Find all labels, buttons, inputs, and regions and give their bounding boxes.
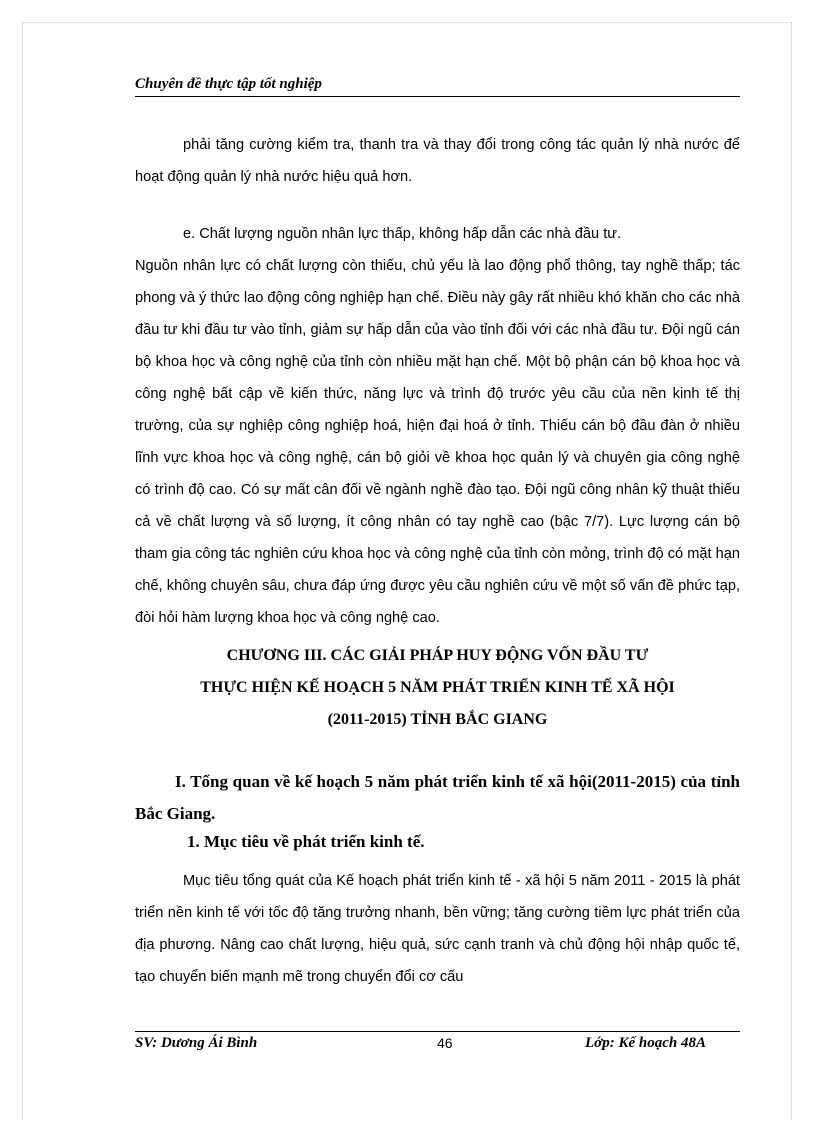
paragraph-section-e (135, 218, 740, 634)
chapter-title-line-1: CHƯƠNG III. CÁC GIẢI PHÁP HUY ĐỘNG VỐN ĐẦU TƯ (226, 647, 649, 664)
page-number: 46 (437, 1035, 453, 1051)
chapter-title-line-3: (2011-2015) TỈNH BẮC GIANG (327, 711, 548, 728)
page-header: Chuyên đề thực tập tốt nghiệp (135, 76, 740, 97)
section-e-title: e. Chất lượng nguồn nhân lực thấp, không hấp dẫn các nhà đầu tư. (183, 226, 622, 242)
section-heading-2: 1. Mục tiêu về phát triển kinh tế. (187, 832, 425, 851)
section-e-body: Nguồn nhân lực có chất lượng còn thiếu, chủ yếu là lao động phổ thông, tay nghề thấp; tác phong và ý thức lao động công nghiệp hạn chế. Điều này gây rất nhiều khó khăn cho các nhà đầu tư khi đầu tư vào tỉnh, giảm sự hấp dẫn của vào tỉnh đối với các nhà đầu tư. Đội ngũ cán bộ khoa học và công nghệ của tỉnh còn nhiều mặt hạn chế. Một bộ phận cán bộ khoa học và công nghệ bất cập về kiến thức, năng lực và trình độ trước yêu cầu của nền kinh tế thị trường, của sự nghiệp công nghiệp hoá, hiện đại hoá ở tỉnh. Thiếu cán bộ đầu đàn ở nhiều lĩnh vực khoa học và công nghệ, cán bộ giỏi về khoa học quản lý và chuyên gia công nghệ có trình độ cao. Có sự mất cân đối về ngành nghề đào tạo. Đội ngũ công nhân kỹ thuật thiếu cả về chất lượng và số lượng, ít công nhân có tay nghề cao (bậc 7/7). Lực lượng cán bộ tham gia công tác nghiên cứu khoa học và công nghệ của tỉnh còn mỏng, trình độ có mặt hạn chế, không chuyên sâu, chưa đáp ứng được yêu cầu nghiên cứu về một số vấn đề phức tạp, đòi hỏi hàm lượng khoa học và công nghệ cao. (135, 258, 740, 626)
paragraph-objectives: Mục tiêu tổng quát của Kế hoạch phát triển kinh tế - xã hội 5 năm 2011 - 2015 là phát triển nền kinh tế với tốc độ tăng trưởng nhanh, bền vững; tăng cường tiềm lực phát triển của địa phương. Nâng cao chất lượng, hiệu quả, sức cạnh tranh và chủ động hội nhập quốc tế, tạo chuyển biến mạnh mẽ trong chuyển đổi cơ cấu (135, 873, 740, 985)
paragraph-continuation: phải tăng cường kiểm tra, thanh tra và thay đổi trong công tác quản lý nhà nước để hoạt động quản lý nhà nước hiệu quả hơn. (135, 137, 740, 185)
chapter-title-line-2: THỰC HIỆN KẾ HOẠCH 5 NĂM PHÁT TRIỂN KINH TẾ XÃ HỘI (200, 679, 675, 696)
chapter-title (135, 640, 740, 736)
section-heading-1: I. Tổng quan về kế hoạch 5 năm phát triển kinh tế xã hội(2011-2015) của tỉnh Bắc Giang. (135, 772, 740, 823)
footer-student: SV: Dương Ái Bình (135, 1035, 258, 1051)
footer-class: Lớp: Kế hoạch 48A (585, 1035, 706, 1051)
footer-rule (135, 1031, 740, 1032)
